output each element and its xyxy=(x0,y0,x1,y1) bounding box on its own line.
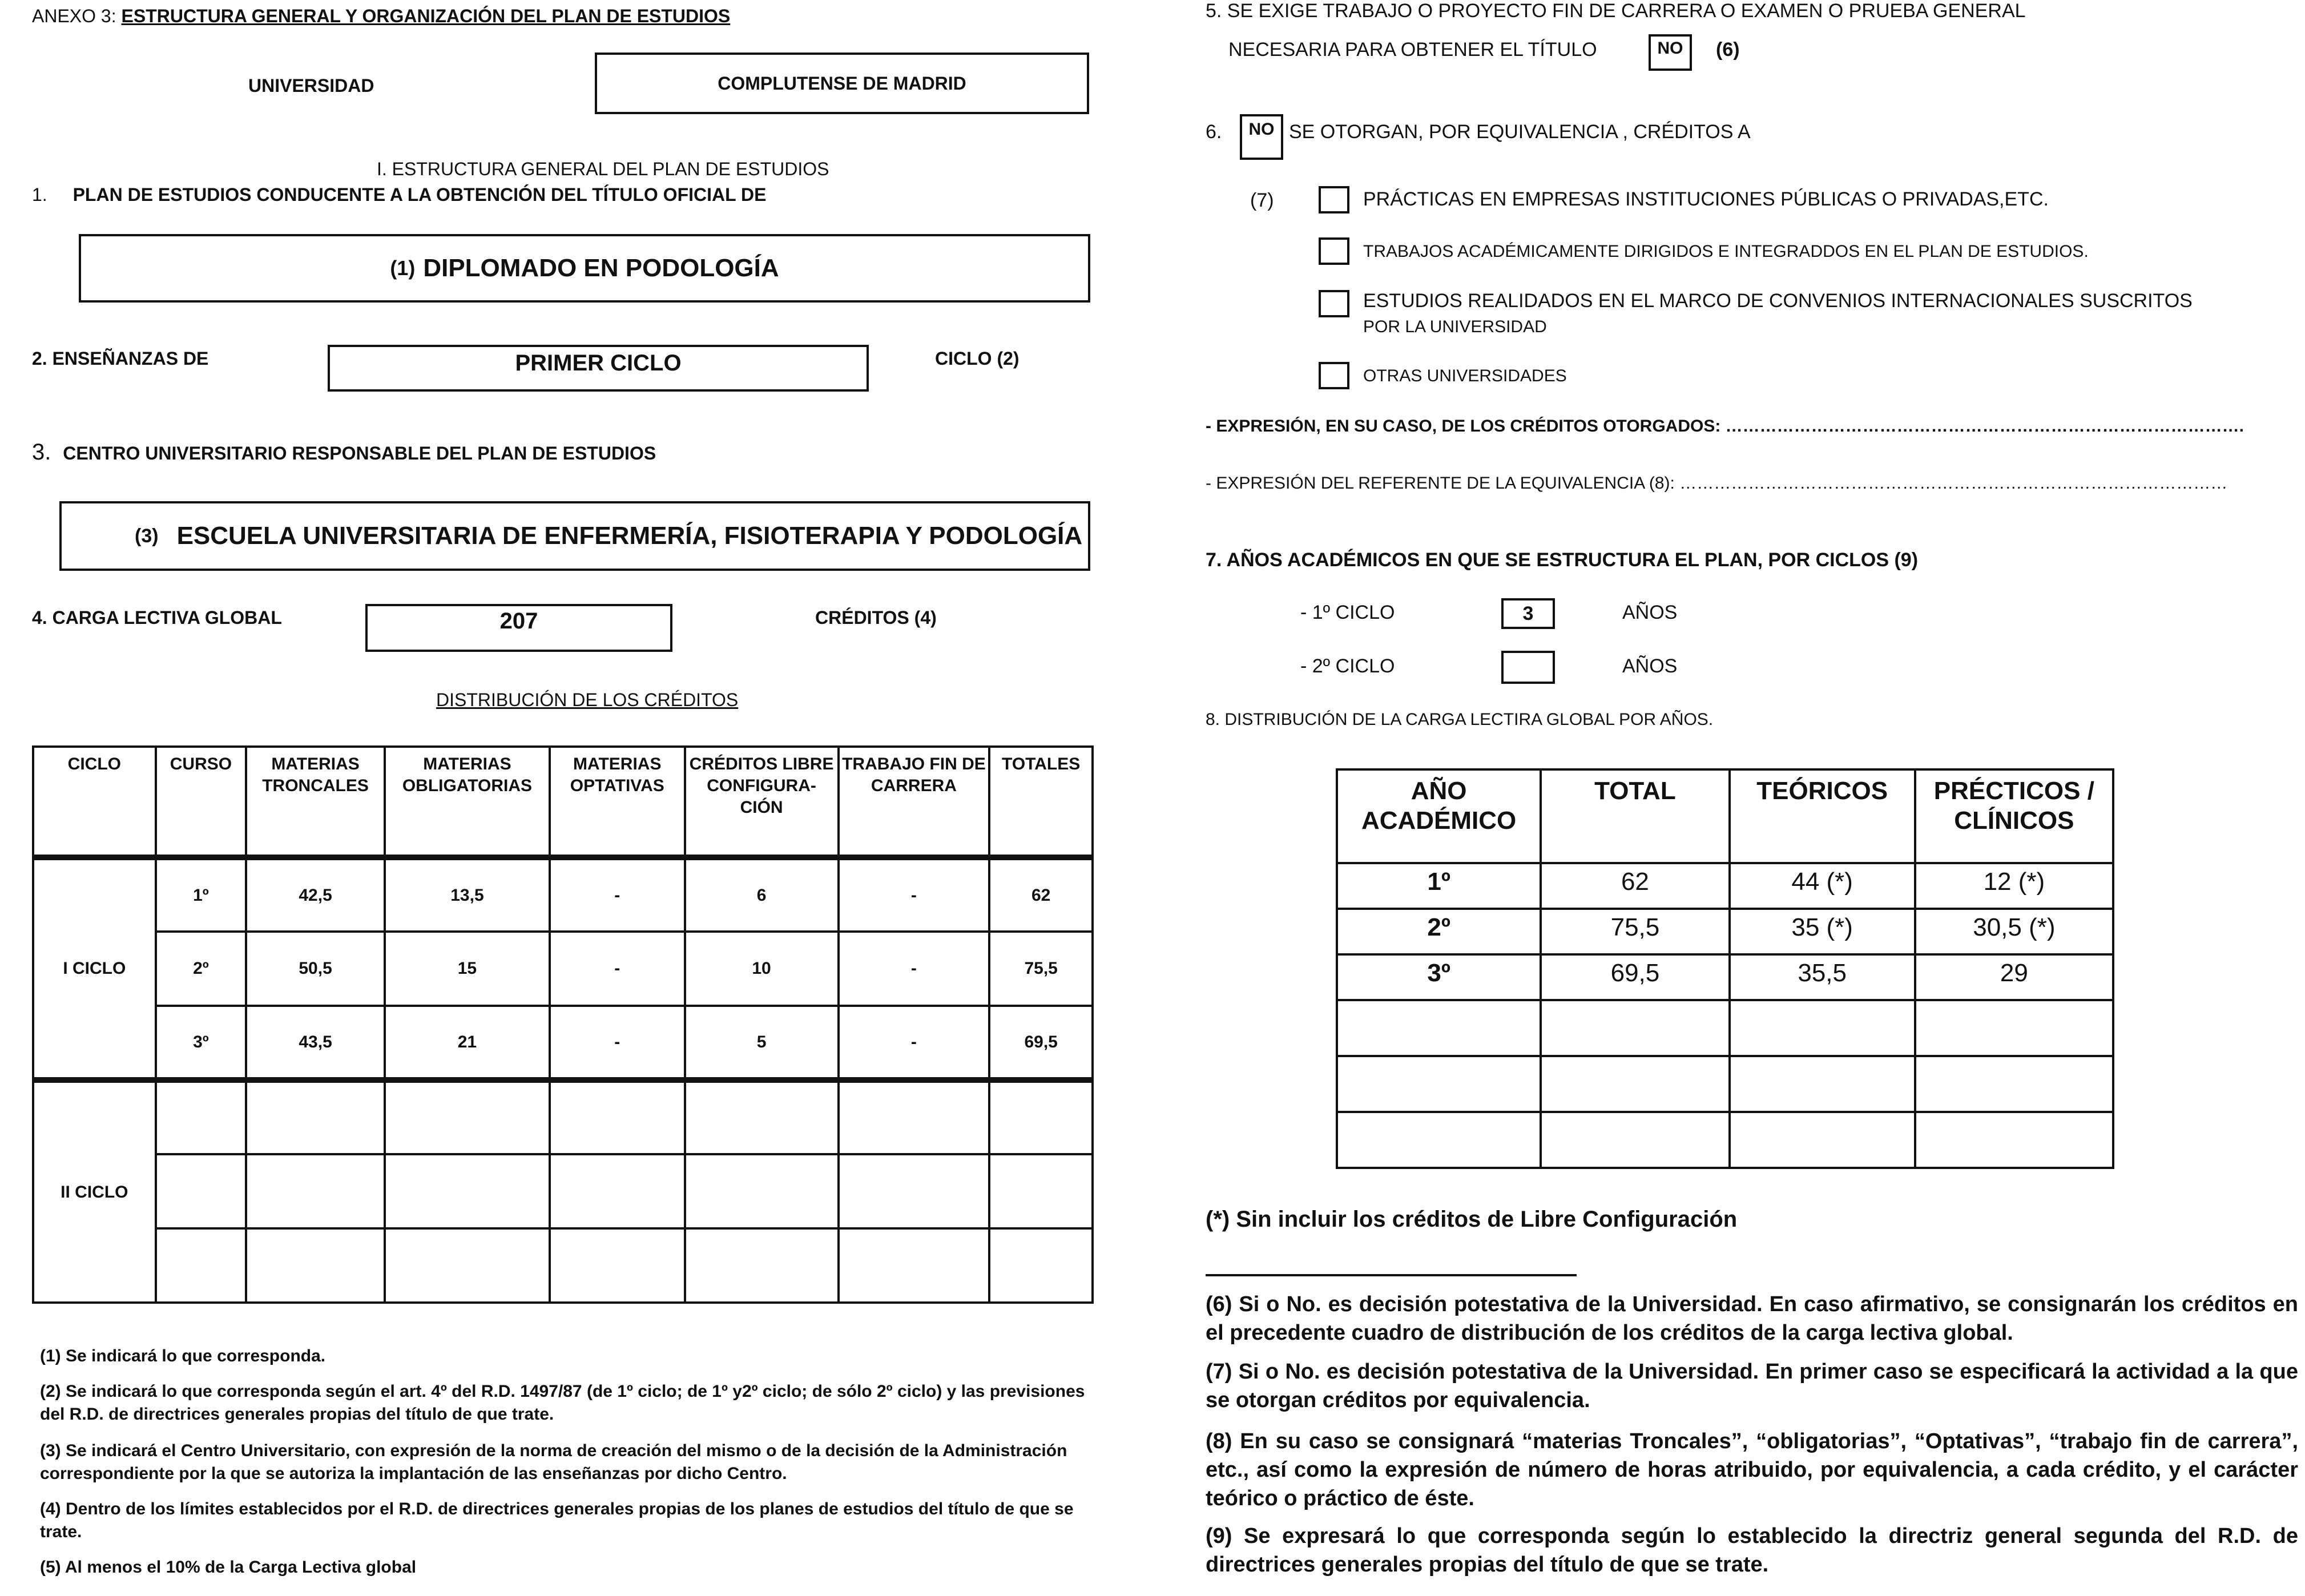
trabajo-cell: - xyxy=(839,857,990,932)
universidad-label: UNIVERSIDAD xyxy=(248,75,374,96)
footnote-5: (5) Al menos el 10% de la Carga Lectiva global xyxy=(40,1558,417,1577)
curso-cell: 2º xyxy=(156,932,247,1006)
item6-answer: NO xyxy=(1248,120,1275,139)
table-row xyxy=(1337,909,2113,954)
expresion-referente: - EXPRESIÓN DEL REFERENTE DE LA EQUIVALENCIA (8): …………………………………………………………………………………… xyxy=(1206,474,2228,493)
troncales-cell: 43,5 xyxy=(246,1006,385,1080)
ciclo2-years-box xyxy=(1501,651,1555,684)
note-6: (6) Si o No. es decisión potestativa de la Universidad. En caso afirmativo, se consignarán los créditos en el precedente cuadro de distribución de los créditos de la carga lectiva global. xyxy=(1206,1292,2298,1345)
item3-label: CENTRO UNIVERSITARIO RESPONSABLE DEL PLAN DE ESTUDIOS xyxy=(63,443,656,464)
note-8: (8) En su caso se consignará “materias Troncales”, “obligatorias”, “Optativas”, “trabajo fin de carrera”, etc., así como la expresión de número de horas atribuido, por equivalencia, a cada crédito, y el carácter teórico o práctico de éste. xyxy=(1206,1429,2298,1510)
totales-cell: 75,5 xyxy=(989,932,1093,1006)
option-checkbox-trabajos[interactable] xyxy=(1319,237,1349,265)
table-row xyxy=(33,1154,1093,1228)
dist-header-optativas: MATERIAS OPTATIVAS xyxy=(550,747,685,857)
ciclo1-cell: I CICLO xyxy=(33,857,156,1080)
expresion-creditos: - EXPRESIÓN, EN SU CASO, DE LOS CRÉDITOS OTORGADOS: ………………………………………………………………………………. xyxy=(1206,417,2244,436)
universidad-value: COMPLUTENSE DE MADRID xyxy=(718,72,966,94)
table-row xyxy=(1337,1112,2113,1168)
table-row xyxy=(1337,863,2113,909)
item8-label: 8. DISTRIBUCIÓN DE LA CARGA LECTIRA GLOBAL POR AÑOS. xyxy=(1206,710,1714,729)
item6-label: SE OTORGAN, POR EQUIVALENCIA , CRÉDITOS A xyxy=(1289,121,1751,143)
distribucion-table xyxy=(32,745,1094,1304)
titulo-box xyxy=(79,234,1090,303)
table-row xyxy=(33,1080,1093,1154)
dist-header-libre: CRÉDITOS LIBRE CONFIGURA-CIÓN xyxy=(685,747,839,857)
obligatorias-cell: 15 xyxy=(385,932,550,1006)
dist-header-trabajo: TRABAJO FIN DE CARRERA xyxy=(839,747,990,857)
ciclo2-cell: II CICLO xyxy=(33,1080,156,1303)
ciclo1-years: 3 xyxy=(1522,602,1534,624)
trabajo-cell: - xyxy=(839,1006,990,1080)
troncales-cell: 50,5 xyxy=(246,932,385,1006)
item5-ref: (6) xyxy=(1716,39,1740,61)
table-row xyxy=(33,1228,1093,1303)
ciclo2-label: - 2º CICLO xyxy=(1300,655,1395,677)
table-row xyxy=(1337,1000,2113,1056)
obligatorias-cell: 13,5 xyxy=(385,857,550,932)
item6-number: 6. xyxy=(1206,121,1222,143)
option-checkbox-practicas[interactable] xyxy=(1319,186,1349,213)
option-practicas: PRÁCTICAS EN EMPRESAS INSTITUCIONES PÚBLICAS O PRIVADAS,ETC. xyxy=(1363,188,2049,210)
carga-box xyxy=(365,604,672,652)
item4-suffix: CRÉDITOS (4) xyxy=(815,607,937,628)
item1-label: PLAN DE ESTUDIOS CONDUCENTE A LA OBTENCIÓN DEL TÍTULO OFICIAL DE xyxy=(72,184,767,205)
item6-answer-box xyxy=(1240,114,1283,160)
ensenanzas-value: PRIMER CICLO xyxy=(515,350,682,376)
centro-ref: (3) xyxy=(135,525,159,547)
item2-suffix: CICLO (2) xyxy=(935,348,1019,369)
footnote-2: (2) Se indicará lo que corresponda según el art. 4º del R.D. 1497/87 (de 1º ciclo; de 1º y2º ciclo; de sólo 2º ciclo) y las previsiones del R.D. de directrices generales propias del título de que trate. xyxy=(40,1382,1085,1424)
ciclo1-label: - 1º CICLO xyxy=(1300,602,1395,623)
anio-header-total: TOTAL xyxy=(1541,769,1729,863)
universidad-value-box xyxy=(595,53,1089,114)
practicos-cell: 30,5 (*) xyxy=(1915,909,2113,954)
anio-cell: 3º xyxy=(1337,954,1541,1000)
obligatorias-cell: 21 xyxy=(385,1006,550,1080)
item3-heading xyxy=(32,440,656,465)
practicos-cell: 29 xyxy=(1915,954,2113,1000)
total-cell: 62 xyxy=(1541,863,1729,909)
item5-answer: NO xyxy=(1657,39,1683,58)
optativas-cell: - xyxy=(550,857,685,932)
total-cell: 69,5 xyxy=(1541,954,1729,1000)
table-row xyxy=(1337,954,2113,1000)
dist-header-obligatorias: MATERIAS OBLIGATORIAS xyxy=(385,747,550,857)
centro-box xyxy=(59,501,1090,571)
item5-line1: 5. SE EXIGE TRABAJO O PROYECTO FIN DE CARRERA O EXAMEN O PRUEBA GENERAL xyxy=(1206,0,2026,22)
libre-cell: 6 xyxy=(685,857,839,932)
table-row xyxy=(33,932,1093,1006)
footnote-divider xyxy=(1206,1274,1577,1276)
table-row xyxy=(33,857,1093,932)
option-trabajos: TRABAJOS ACADÉMICAMENTE DIRIGIDOS E INTEGRADDOS EN EL PLAN DE ESTUDIOS. xyxy=(1363,242,2089,261)
note-9: (9) Se expresará lo que corresponda según lo establecido la directriz general segunda del R.D. de directrices generales propias del título de que se trate. xyxy=(1206,1524,2298,1577)
item7-label: 7. AÑOS ACADÉMICOS EN QUE SE ESTRUCTURA EL PLAN, POR CICLOS (9) xyxy=(1206,549,1919,571)
anio-header-teoricos: TEÓRICOS xyxy=(1730,769,1915,863)
dist-header-troncales: MATERIAS TRONCALES xyxy=(246,747,385,857)
anio-table xyxy=(1336,768,2114,1169)
ensenanzas-box xyxy=(328,345,869,392)
item2-label: 2. ENSEÑANZAS DE xyxy=(32,348,209,369)
titulo-value: DIPLOMADO EN PODOLOGÍA xyxy=(423,254,779,282)
item1-heading xyxy=(32,184,766,205)
totales-cell: 62 xyxy=(989,857,1093,932)
curso-cell: 1º xyxy=(156,857,247,932)
total-cell: 75,5 xyxy=(1541,909,1729,954)
footnote-3: (3) Se indicará el Centro Universitario, con expresión de la norma de creación del mismo o de la decisión de la Administración correspondiente por la que se autoriza la implantación de las enseñanzas por dicho Centro. xyxy=(40,1441,1067,1483)
anexo-title: ESTRUCTURA GENERAL Y ORGANIZACIÓN DEL PLAN DE ESTUDIOS xyxy=(121,6,731,26)
optativas-cell: - xyxy=(550,1006,685,1080)
dist-header-ciclo: CICLO xyxy=(33,747,156,857)
option-checkbox-estudios[interactable] xyxy=(1319,290,1349,317)
trabajo-cell: - xyxy=(839,932,990,1006)
teoricos-cell: 35,5 xyxy=(1730,954,1915,1000)
curso-cell: 3º xyxy=(156,1006,247,1080)
troncales-cell: 42,5 xyxy=(246,857,385,932)
ciclo1-years-box xyxy=(1501,598,1555,629)
libre-cell: 5 xyxy=(685,1006,839,1080)
libre-cell: 10 xyxy=(685,932,839,1006)
carga-value: 207 xyxy=(499,608,538,634)
anio-header-practicos: PRÉCTICOS / CLÍNICOS xyxy=(1915,769,2113,863)
dist-title: DISTRIBUCIÓN DE LOS CRÉDITOS xyxy=(436,690,739,710)
totales-cell: 69,5 xyxy=(989,1006,1093,1080)
item5-line2: NECESARIA PARA OBTENER EL TÍTULO xyxy=(1228,39,1597,61)
anio-cell: 1º xyxy=(1337,863,1541,909)
item7-ref: (7) xyxy=(1250,190,1274,211)
dist-header-curso: CURSO xyxy=(156,747,247,857)
item5-answer-box xyxy=(1649,34,1692,71)
footnote-1: (1) Se indicará lo que corresponda. xyxy=(40,1347,326,1365)
item3-number: 3. xyxy=(32,440,51,465)
option-otras: OTRAS UNIVERSIDADES xyxy=(1363,366,1567,385)
anexo-prefix: ANEXO 3: xyxy=(32,6,116,26)
option-estudios-sub: POR LA UNIVERSIDAD xyxy=(1363,317,1547,336)
teoricos-cell: 35 (*) xyxy=(1730,909,1915,954)
dist-header-totales: TOTALES xyxy=(989,747,1093,857)
teoricos-cell: 44 (*) xyxy=(1730,863,1915,909)
dist-header-row xyxy=(33,747,1093,857)
centro-value: ESCUELA UNIVERSITARIA DE ENFERMERÍA, FISIOTERAPIA Y PODOLOGÍA xyxy=(176,522,1083,550)
table-row xyxy=(1337,1056,2113,1112)
ciclo1-anios: AÑOS xyxy=(1622,602,1678,623)
table-row xyxy=(33,1006,1093,1080)
anexo-heading xyxy=(32,6,730,27)
anio-header-row xyxy=(1337,769,2113,863)
titulo-ref: (1) xyxy=(390,256,416,280)
item4-label: 4. CARGA LECTIVA GLOBAL xyxy=(32,607,282,628)
option-estudios: ESTUDIOS REALIDADOS EN EL MARCO DE CONVENIOS INTERNACIONALES SUSCRITOS xyxy=(1363,290,2193,312)
optativas-cell: - xyxy=(550,932,685,1006)
option-checkbox-otras[interactable] xyxy=(1319,362,1349,389)
note-7: (7) Si o No. es decisión potestativa de la Universidad. En primer caso se especificará la actividad a la que se otorgan créditos por equivalencia. xyxy=(1206,1360,2298,1412)
item1-number: 1. xyxy=(32,184,47,205)
section-title: I. ESTRUCTURA GENERAL DEL PLAN DE ESTUDIOS xyxy=(377,159,829,179)
anio-cell: 2º xyxy=(1337,909,1541,954)
footnote-4: (4) Dentro de los límites establecidos por el R.D. de directrices generales propias de los planes de estudios del título de que se trate. xyxy=(40,1500,1074,1541)
practicos-cell: 12 (*) xyxy=(1915,863,2113,909)
ciclo2-anios: AÑOS xyxy=(1622,655,1678,677)
anio-header-anio: AÑO ACADÉMICO xyxy=(1337,769,1541,863)
asterisco-note: (*) Sin incluir los créditos de Libre Configuración xyxy=(1206,1207,1738,1232)
